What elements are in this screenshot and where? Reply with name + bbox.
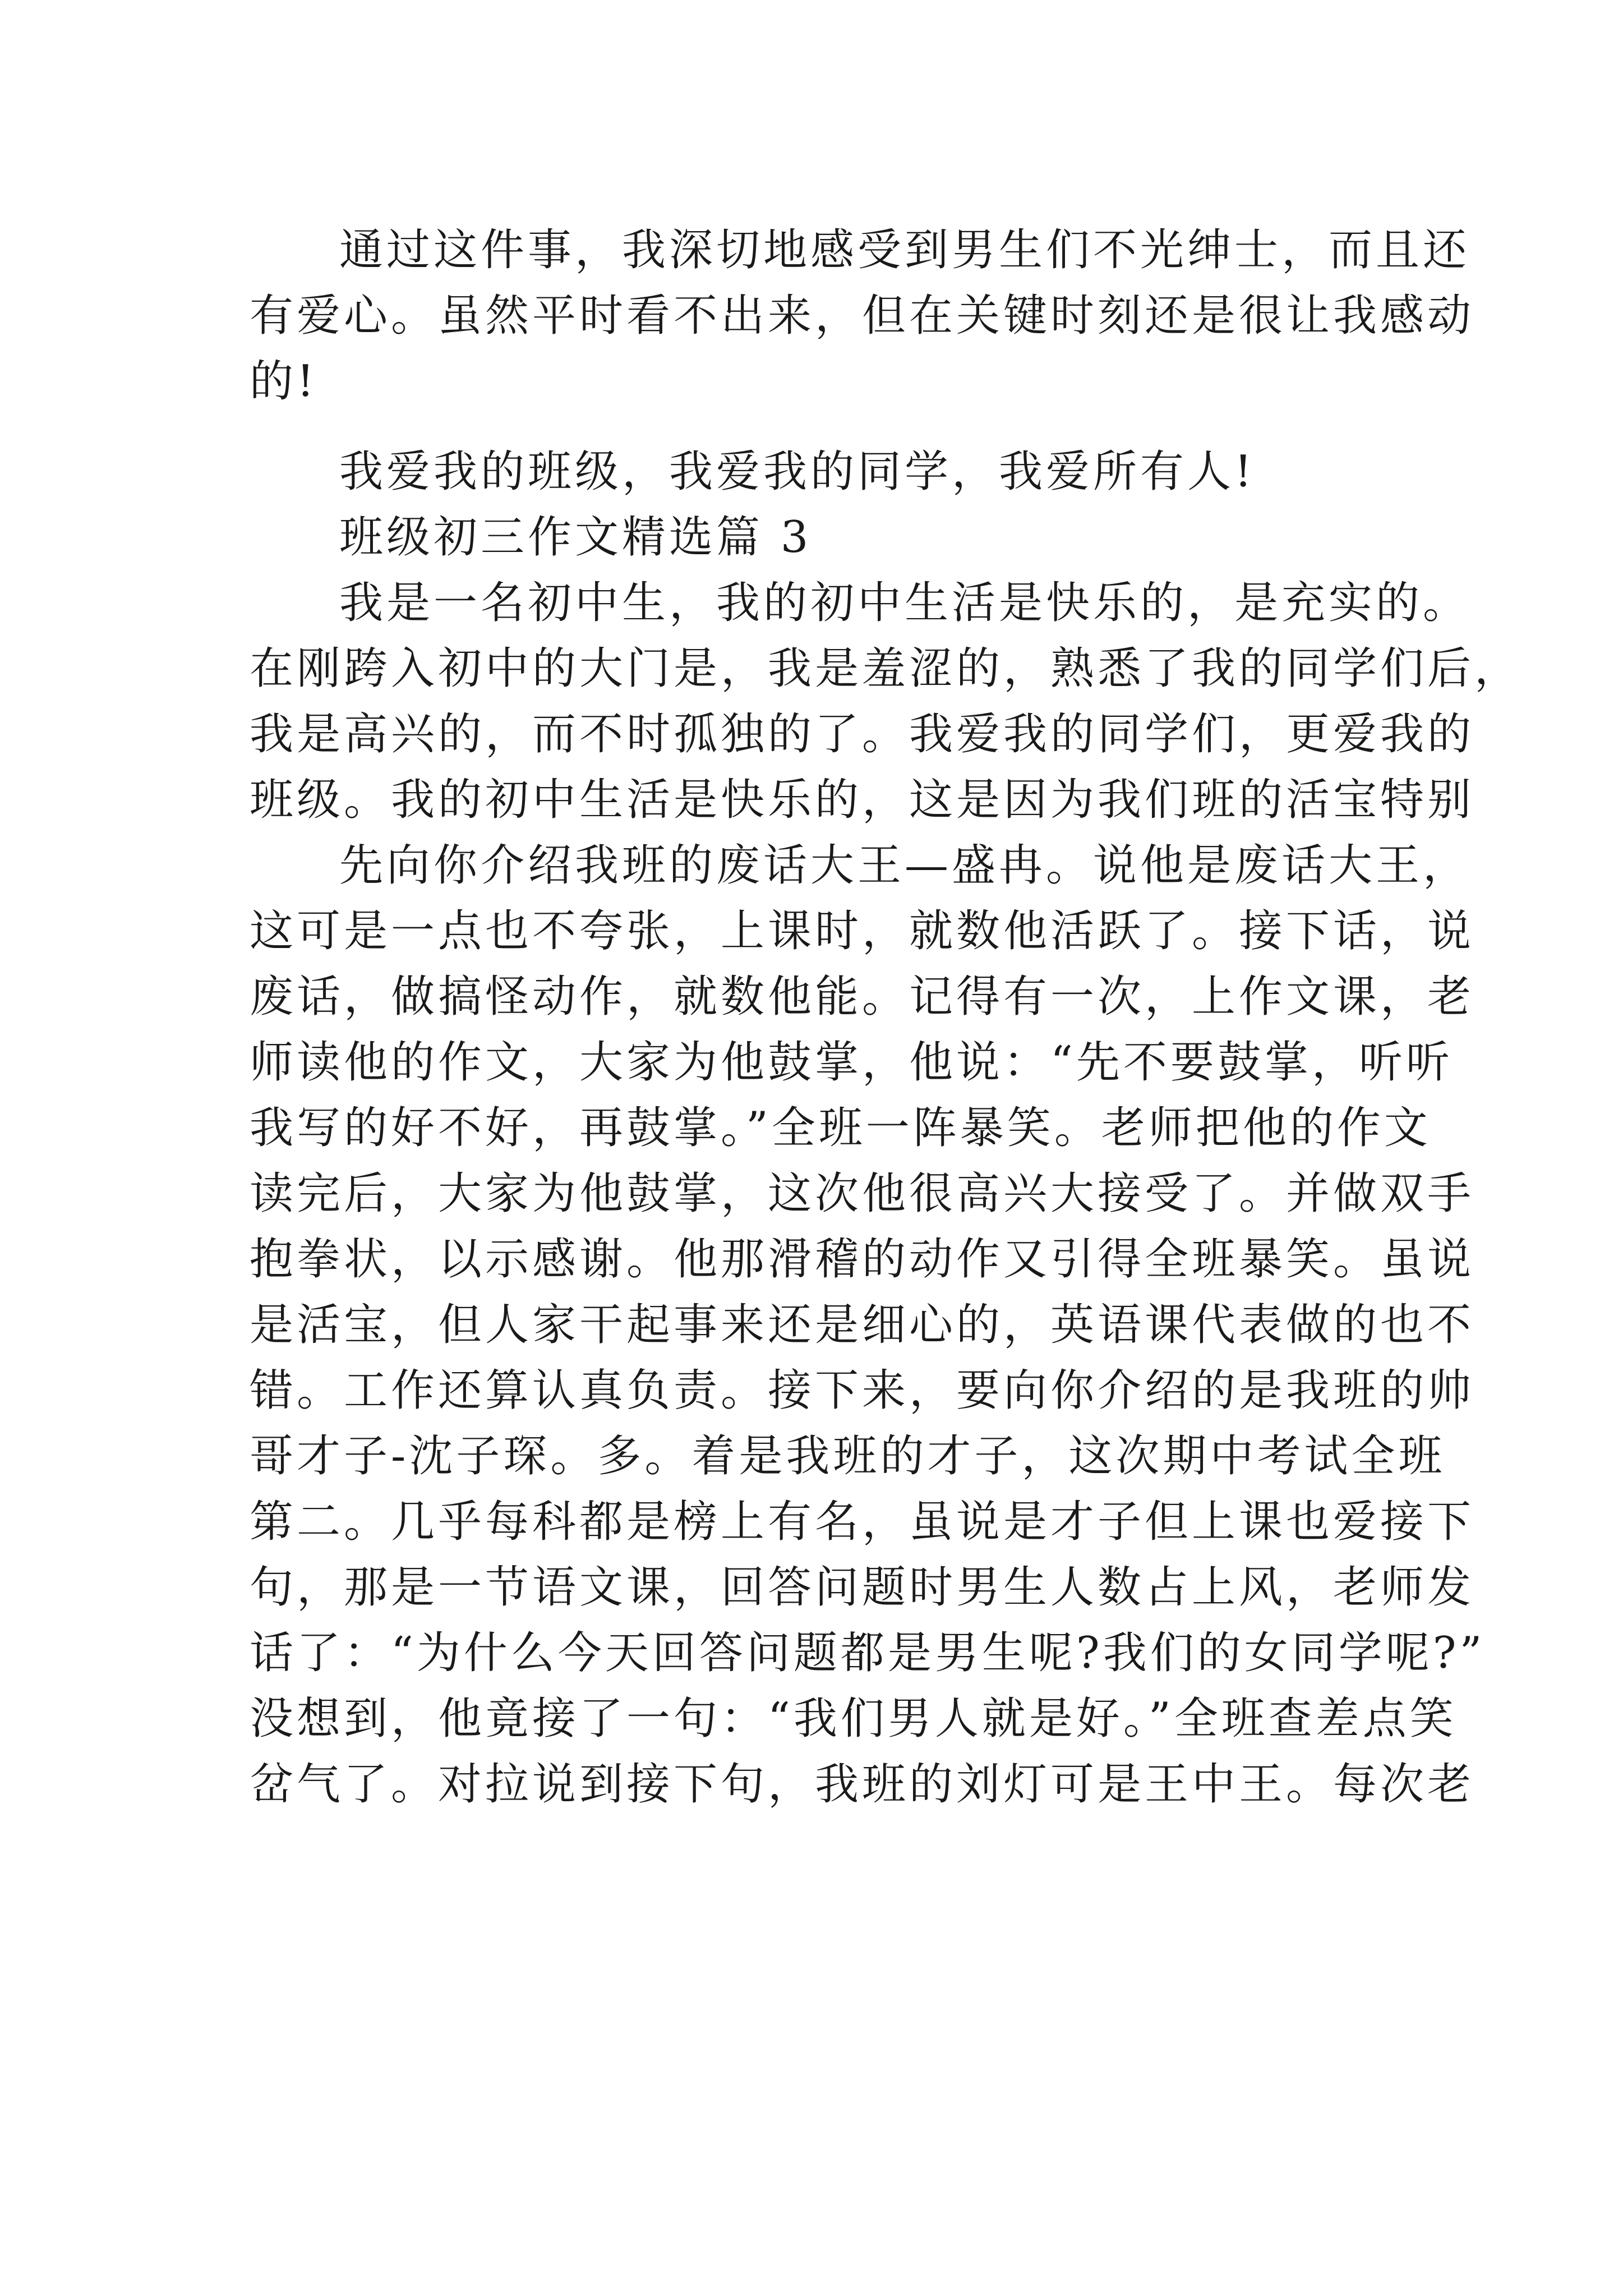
paragraph-line: 我是高兴的，而不时孤独的了。我爱我的同学们，更爱我的 bbox=[250, 709, 1475, 760]
document-body bbox=[250, 218, 1522, 1818]
paragraph-line: 的! bbox=[250, 356, 318, 407]
paragraph-line: 句，那是一节语文课，回答问题时男生人数占上风，老师发 bbox=[250, 1562, 1475, 1613]
paragraph-line: 班级。我的初中生活是快乐的，这是因为我们班的活宝特别 bbox=[250, 775, 1475, 825]
paragraph-line: 通过这件事，我深切地感受到男生们不光绅士，而且还 bbox=[339, 225, 1470, 275]
section-heading: 班级初三作文精选篇 3 bbox=[339, 512, 812, 563]
paragraph-line: 话了：“为什么今天回答问题都是男生呢?我们的女同学呢?” bbox=[250, 1628, 1486, 1678]
paragraph-line: 师读他的作文，大家为他鼓掌，他说：“先不要鼓掌，听听 bbox=[250, 1037, 1453, 1088]
paragraph-line: 有爱心。虽然平时看不出来，但在关键时刻还是很让我感动 bbox=[250, 291, 1475, 341]
paragraph-line: 先向你介绍我班的废话大王—盛冉。说他是废话大王， bbox=[339, 840, 1470, 891]
paragraph-line: 在刚跨入初中的大门是，我是羞涩的，熟悉了我的同学们后， bbox=[250, 643, 1522, 694]
paragraph-line: 是活宝，但人家干起事来还是细心的，英语课代表做的也不 bbox=[250, 1300, 1475, 1350]
paragraph-line: 我爱我的班级，我爱我的同学，我爱所有人! bbox=[339, 447, 1256, 497]
paragraph-line: 我是一名初中生，我的初中生活是快乐的，是充实的。 bbox=[339, 578, 1470, 628]
paragraph-line: 错。工作还算认真负责。接下来，要向你介绍的是我班的帅 bbox=[250, 1365, 1475, 1416]
paragraph-line: 岔气了。对拉说到接下句，我班的刘灯可是王中王。每次老 bbox=[250, 1759, 1475, 1810]
paragraph-line: 哥才子-沈子琛。多。着是我班的才子，这次期中考试全班 bbox=[250, 1431, 1446, 1481]
paragraph-line: 读完后，大家为他鼓掌，这次他很高兴大接受了。并做双手 bbox=[250, 1168, 1475, 1219]
paragraph-line: 这可是一点也不夸张，上课时，就数他活跃了。接下话，说 bbox=[250, 906, 1475, 956]
paragraph-line: 废话，做搞怪动作，就数他能。记得有一次，上作文课，老 bbox=[250, 972, 1475, 1022]
paragraph-line: 抱拳状，以示感谢。他那滑稽的动作又引得全班暴笑。虽说 bbox=[250, 1234, 1475, 1285]
paragraph-line: 我写的好不好，再鼓掌。”全班一阵暴笑。老师把他的作文 bbox=[250, 1103, 1431, 1153]
paragraph-line: 没想到，他竟接了一句：“我们男人就是好。”全班查差点笑 bbox=[250, 1694, 1457, 1744]
paragraph-line: 第二。几乎每科都是榜上有名，虽说是才子但上课也爱接下 bbox=[250, 1497, 1475, 1547]
